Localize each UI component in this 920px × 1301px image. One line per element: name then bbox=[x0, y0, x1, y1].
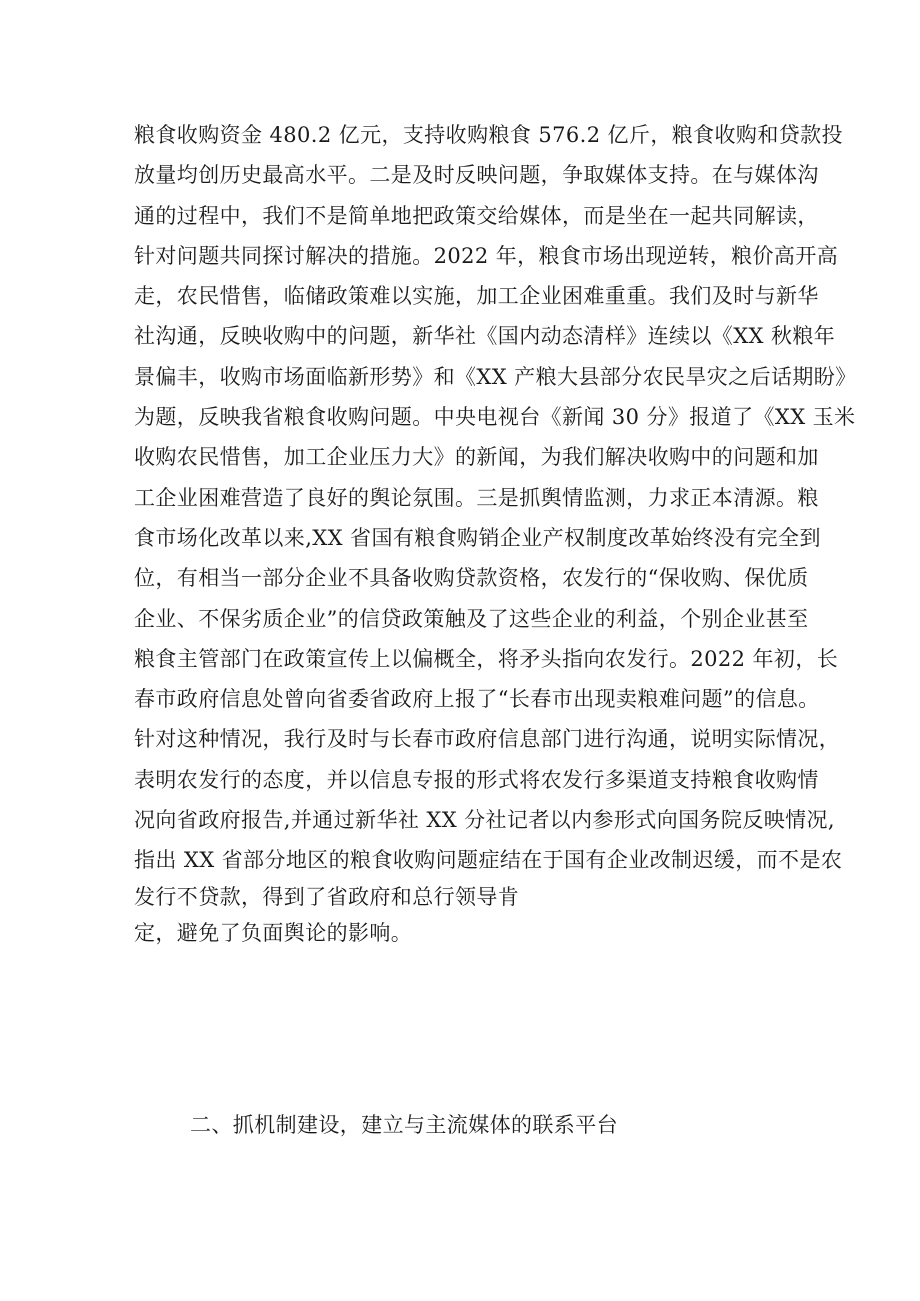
text-line: 食市场化改革以来,XX 省国有粮食购销企业产权制度改革始终没有完全到 bbox=[134, 525, 821, 550]
text-line: 收购农民惜售，加工企业压力大》的新闻，为我们解决收购中的问题和加 bbox=[134, 445, 819, 470]
text-line: 指出 XX 省部分地区的粮食收购问题症结在于国有企业改制迟缓，而不是农 bbox=[134, 848, 843, 873]
text-line: 社沟通，反映收购中的问题，新华社《国内动态清样》连续以《XX 秋粮年 bbox=[134, 324, 836, 349]
text-line: 景偏丰，收购市场面临新形势》和《XX 产粮大县部分农民旱灾之后话期盼》 bbox=[134, 364, 857, 389]
text-line: 为题，反映我省粮食收购问题。中央电视台《新闻 30 分》报道了《XX 玉米 bbox=[134, 405, 856, 430]
text-line: 表明农发行的态度，并以信息专报的形式将农发行多渠道支持粮食收购情 bbox=[134, 767, 819, 792]
text-line: 发行不贷款，得到了省政府和总行领导肯 bbox=[134, 884, 520, 909]
text-line: 春市政府信息处曾向省委省政府上报了“长春市出现卖粮难问题”的信息。 bbox=[134, 687, 820, 712]
text-line: 定，避免了负面舆论的影响。 bbox=[134, 920, 413, 945]
text-line: 放量均创历史最高水平。二是及时反映问题，争取媒体支持。在与媒体沟 bbox=[134, 163, 819, 188]
section-heading: 二、抓机制建设，建立与主流媒体的联系平台 bbox=[190, 1113, 618, 1137]
text-line: 位，有相当一部分企业不具备收购贷款资格，农发行的“保收购、保优质 bbox=[134, 566, 809, 591]
text-line: 况向省政府报告,并通过新华社 XX 分社记者以内参形式向国务院反映情况, bbox=[134, 808, 835, 833]
text-line: 粮食收购资金 480.2 亿元，支持收购粮食 576.2 亿斤，粮食收购和贷款投 bbox=[134, 123, 843, 147]
text-line: 通的过程中，我们不是简单地把政策交给媒体，而是坐在一起共同解读， bbox=[134, 203, 819, 228]
text-line: 针对这种情况，我行及时与长春市政府信息部门进行沟通，说明实际情况， bbox=[134, 727, 841, 752]
text-line: 走，农民惜售，临储政策难以实施，加工企业困难重重。我们及时与新华 bbox=[134, 284, 819, 309]
text-line: 工企业困难营造了良好的舆论氛围。三是抓舆情监测，力求正本清源。粮 bbox=[134, 485, 819, 510]
text-line: 企业、不保劣质企业”的信贷政策触及了这些企业的利益，个别企业甚至 bbox=[134, 606, 809, 631]
body-paragraph bbox=[134, 115, 857, 953]
text-line: 粮食主管部门在政策宣传上以偏概全，将矛头指向农发行。2022 年初，长 bbox=[134, 646, 839, 671]
text-line: 针对问题共同探讨解决的措施。2022 年，粮食市场出现逆转，粮价高开高 bbox=[134, 243, 839, 268]
